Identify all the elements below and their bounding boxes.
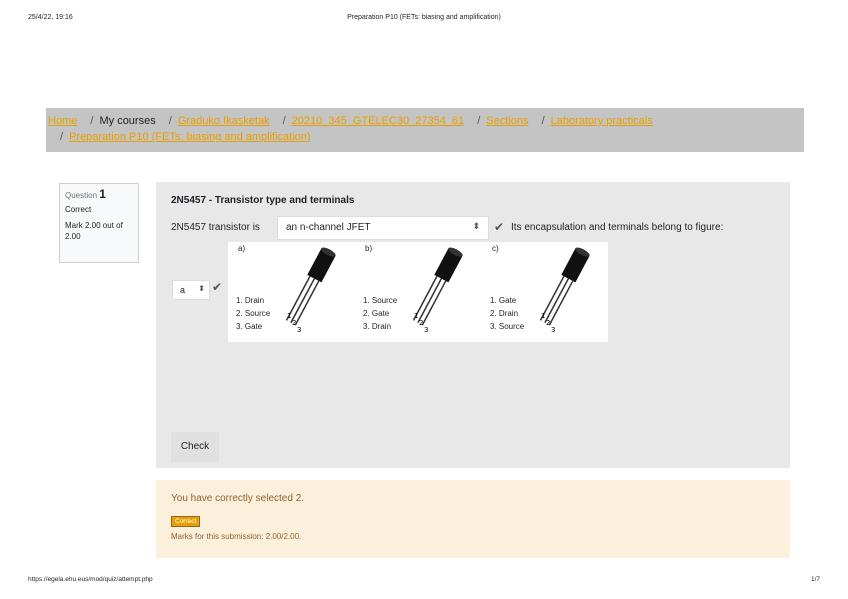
figure-select[interactable]: [172, 280, 210, 300]
breadcrumb-separator: /: [477, 115, 481, 127]
svg-text:1: 1: [287, 312, 292, 320]
print-header: [0, 14, 848, 26]
svg-text:1: 1: [541, 312, 546, 320]
question-outcome: [156, 480, 790, 558]
figure-pin: 3. Drain: [363, 322, 392, 331]
print-title: Preparation P10 (FETs: biasing and amplification): [347, 14, 501, 21]
question-title: 2N5457 - Transistor type and terminals: [171, 195, 355, 206]
svg-text:3: 3: [551, 326, 556, 334]
breadcrumb-separator: /: [541, 115, 545, 127]
question-info: [59, 183, 139, 263]
print-url: https://egela.ehu.eus/mod/quiz/attempt.php: [28, 576, 153, 583]
breadcrumb-course[interactable]: 20210_345_GTELEC30_27354_61: [291, 115, 465, 127]
breadcrumb-practicals[interactable]: Laboratory practicals: [550, 115, 653, 127]
figure-pin: 2. Source: [236, 309, 271, 318]
transistor-figures-image: [228, 242, 608, 342]
question-number: 1: [99, 187, 106, 201]
svg-text:2: 2: [419, 319, 424, 327]
check-icon: ✔: [212, 280, 223, 294]
check-icon: ✔: [494, 220, 505, 234]
print-date: 25/4/22, 19:16: [28, 14, 73, 21]
breadcrumb-preparation[interactable]: Preparation P10 (FETs: biasing and amplification): [69, 131, 311, 143]
figure-pin: 1. Drain: [236, 296, 265, 305]
transistor-to92-icon: [411, 246, 471, 338]
question-state: Correct: [65, 205, 92, 214]
figure-c: [482, 242, 608, 342]
breadcrumb: [46, 108, 804, 152]
breadcrumb-separator: /: [60, 131, 64, 143]
print-page-number: 1/7: [810, 576, 820, 583]
figure-pin: 1. Source: [363, 296, 398, 305]
breadcrumb-home[interactable]: Home: [48, 115, 78, 127]
figure-pin: 2. Drain: [490, 309, 519, 318]
figure-pin: 1. Gate: [490, 296, 517, 305]
question-formulation: [156, 182, 790, 468]
submission-marks: Marks for this submission: 2.00/2.00.: [171, 532, 302, 541]
figure-label: b): [365, 244, 373, 253]
figure-select-value: a: [180, 285, 186, 295]
question-label: Question: [65, 191, 98, 200]
figure-label: c): [492, 244, 499, 253]
figure-pin: 3. Gate: [236, 322, 263, 331]
correct-badge: Correct: [171, 516, 200, 527]
figure-pin: 2. Gate: [363, 309, 390, 318]
breadcrumb-my-courses[interactable]: My courses: [99, 115, 156, 127]
svg-text:2: 2: [292, 319, 297, 327]
figure-b: [355, 242, 481, 342]
question-text-before: 2N5457 transistor is: [171, 222, 260, 233]
transistor-to92-icon: [538, 246, 598, 338]
figure-a: [228, 242, 354, 342]
figure-pin: 3. Source: [490, 322, 525, 331]
feedback-text: You have correctly selected 2.: [171, 493, 305, 504]
transistor-to92-icon: [284, 246, 344, 338]
breadcrumb-sections[interactable]: Sections: [486, 115, 529, 127]
check-button[interactable]: Check: [171, 432, 219, 462]
question-grade: Mark 2.00 out of 2.00: [65, 221, 123, 241]
breadcrumb-separator: /: [282, 115, 286, 127]
select-arrows-icon: ⬍: [198, 284, 205, 293]
svg-text:3: 3: [297, 326, 302, 334]
breadcrumb-separator: /: [168, 115, 172, 127]
svg-text:3: 3: [424, 326, 429, 334]
transistor-type-value: an n-channel JFET: [286, 222, 371, 233]
breadcrumb-category[interactable]: Graduko Ikasketak: [177, 115, 270, 127]
svg-text:1: 1: [414, 312, 419, 320]
breadcrumb-separator: /: [90, 115, 94, 127]
select-arrows-icon: ⬍: [472, 221, 480, 231]
question-text-after: Its encapsulation and terminals belong to figure:: [511, 222, 724, 233]
transistor-type-select[interactable]: [277, 216, 489, 240]
print-footer: [0, 576, 848, 588]
figure-label: a): [238, 244, 246, 253]
svg-text:2: 2: [546, 319, 551, 327]
